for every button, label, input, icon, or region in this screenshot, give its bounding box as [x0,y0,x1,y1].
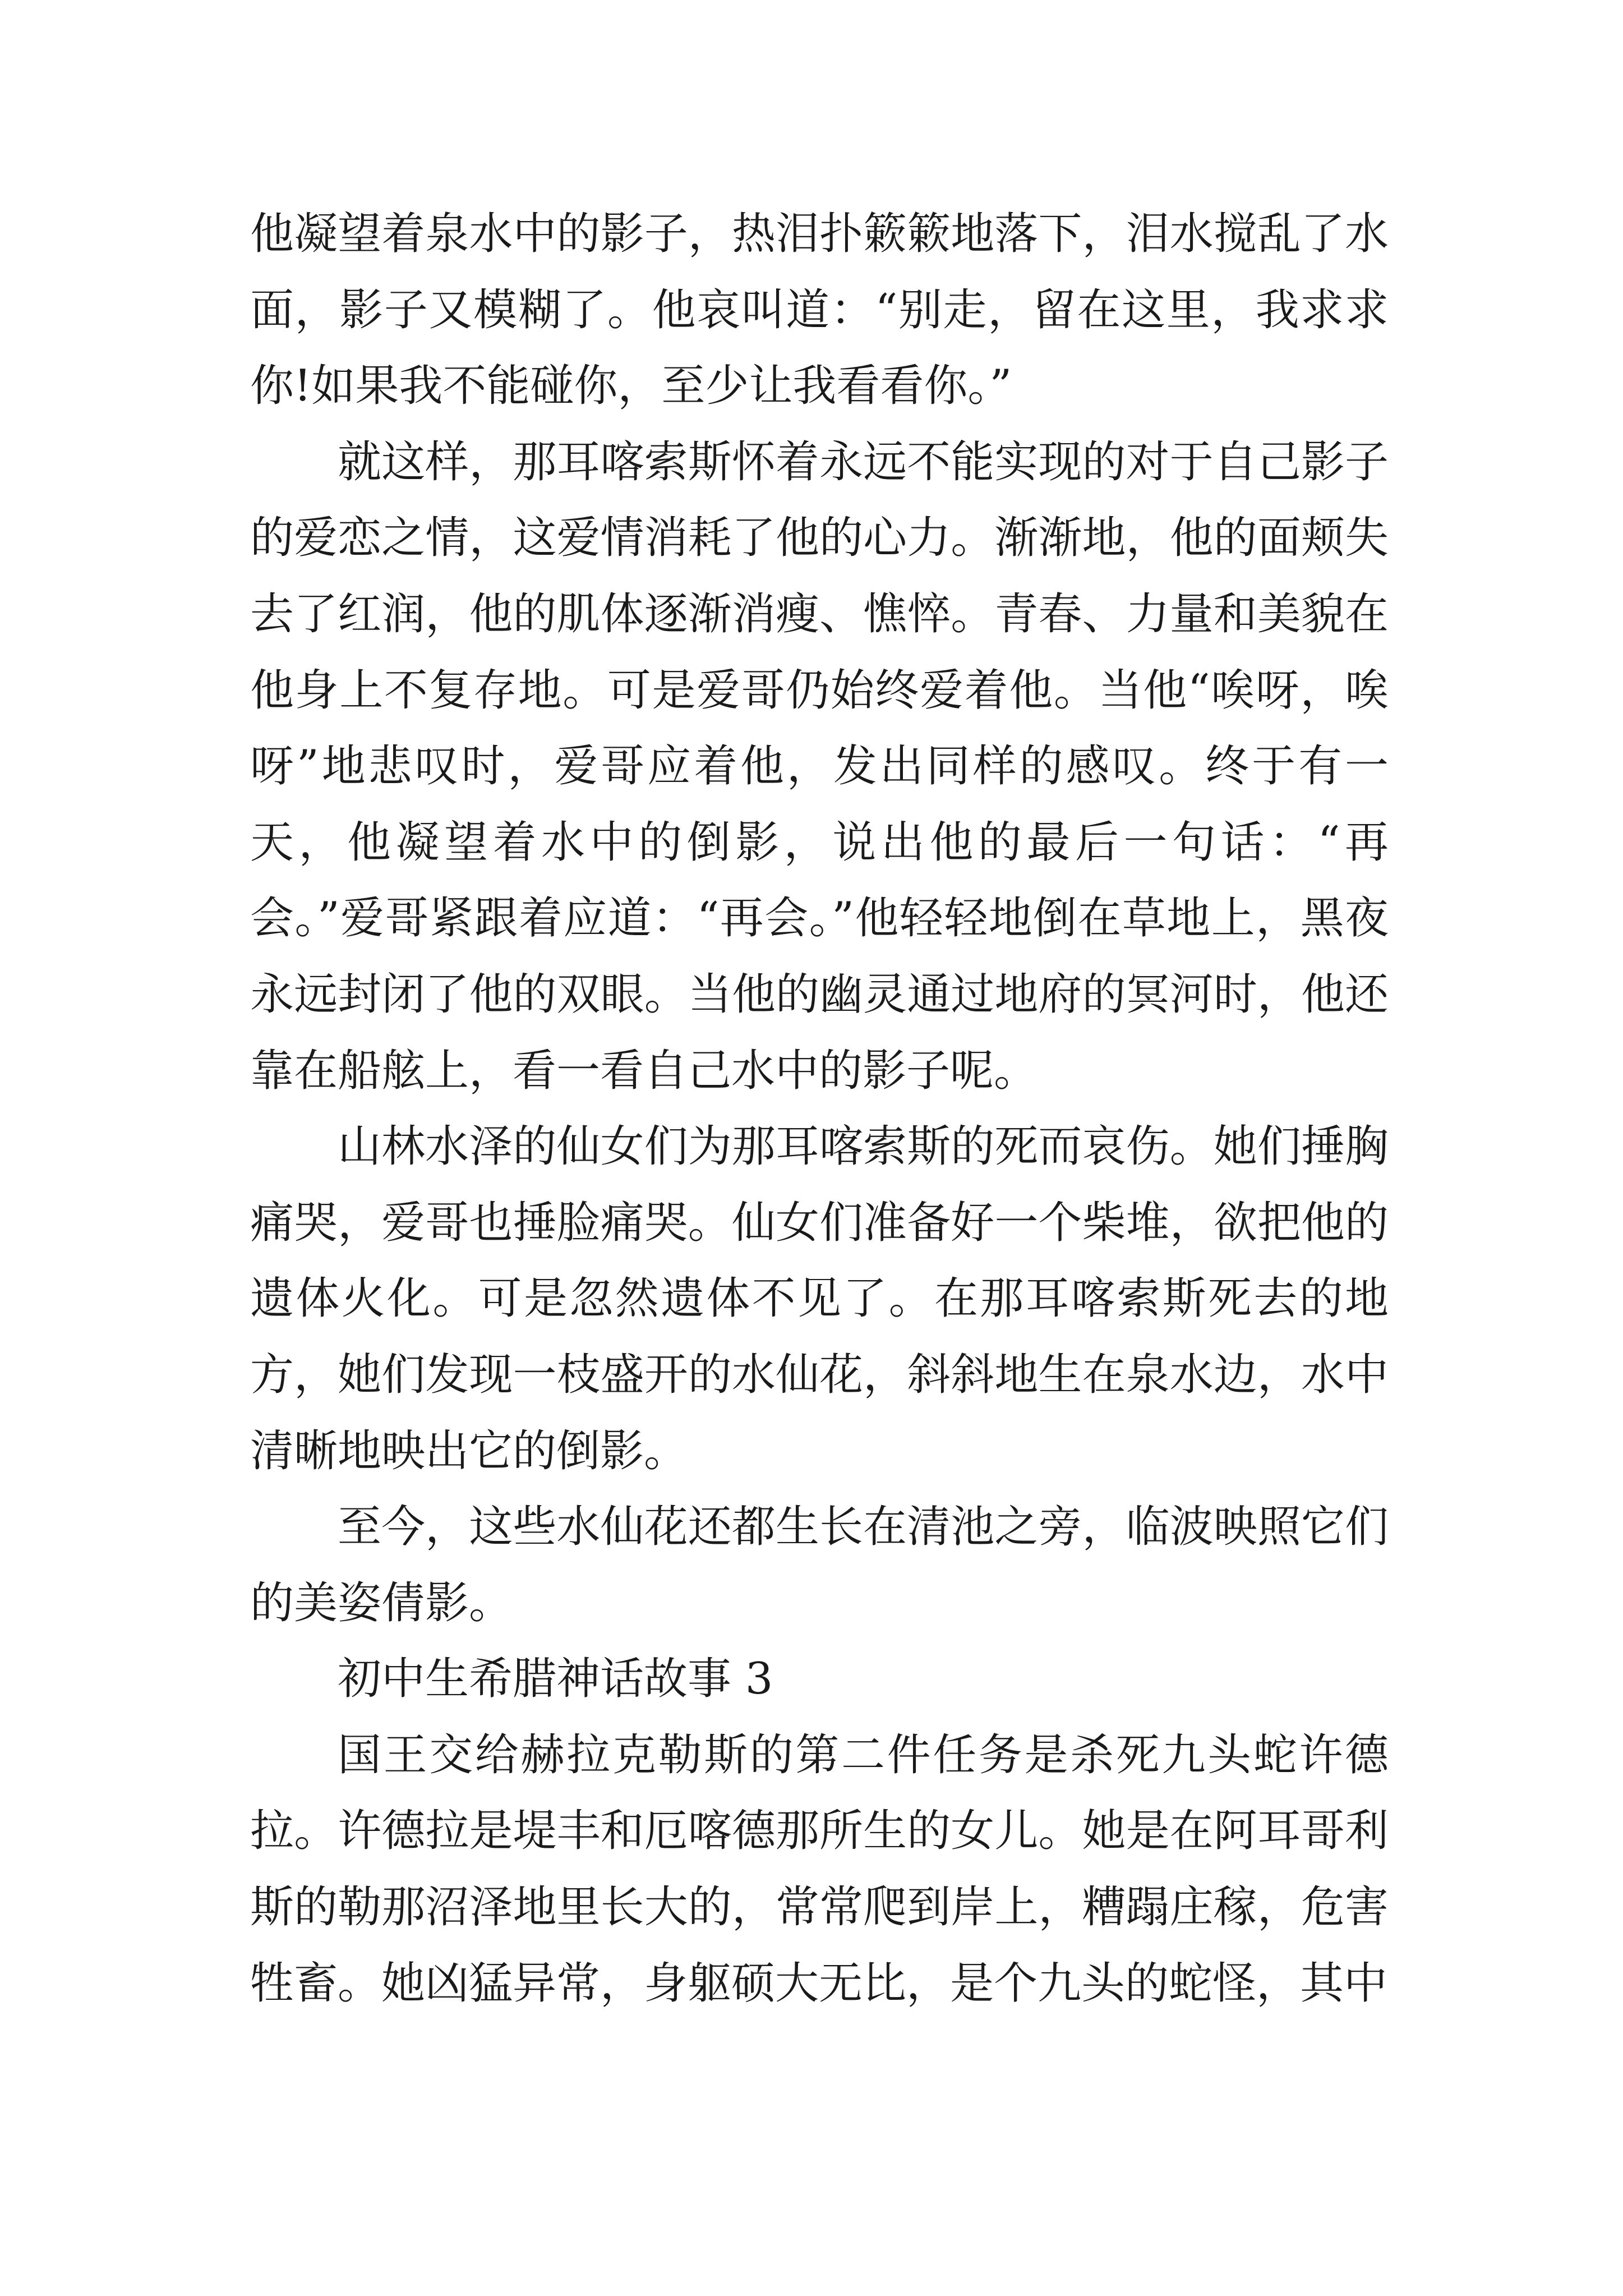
body-text [250,196,1389,2022]
paragraph-3: 山林水泽的仙女们为那耳喀索斯的死而哀伤。她们捶胸痛哭，爱哥也捶脸痛哭。仙女们准备好一个柴堆，欲把他的遗体火化。可是忽然遗体不见了。在那耳喀索斯死去的地方，她们发现一枝盛开的水仙花，斜斜地生在泉水边，水中清晰地映出它的倒影。 [250,1121,1389,1476]
paragraph-1: 他凝望着泉水中的影子，热泪扑簌簌地落下，泪水搅乱了水面，影子又模糊了。他哀叫道：“别走，留在这里，我求求你!如果我不能碰你，至少让我看看你。” [250,209,1389,412]
paragraph-5: 国王交给赫拉克勒斯的第二件任务是杀死九头蛇许德拉。许德拉是堤丰和厄喀德那所生的女儿。她是在阿耳哥利斯的勒那沼泽地里长大的，常常爬到岸上，糟蹋庄稼，危害牲畜。她凶猛异常，身躯硕大无比，是个九头的蛇怪，其中 [250,1729,1389,2009]
paragraph-4: 至今，这些水仙花还都生长在清池之旁，临波映照它们的美姿倩影。 [250,1502,1389,1628]
paragraph-2: 就这样，那耳喀索斯怀着永远不能实现的对于自己影子的爱恋之情，这爱情消耗了他的心力。渐渐地，他的面颊失去了红润，他的肌体逐渐消瘦、憔悴。青春、力量和美貌在他身上不复存地。可是爱哥仍始终爱着他。当他“唉呀，唉呀”地悲叹时，爱哥应着他，发出同样的感叹。终于有一天，他凝望着水中的倒影，说出他的最后一句话：“再会。”爱哥紧跟着应道：“再会。”他轻轻地倒在草地上，黑夜永远封闭了他的双眼。当他的幽灵通过地府的冥河时，他还靠在船舷上，看一看自己水中的影子呢。 [250,436,1389,1096]
section-heading: 初中生希腊神话故事 3 [338,1654,773,1705]
